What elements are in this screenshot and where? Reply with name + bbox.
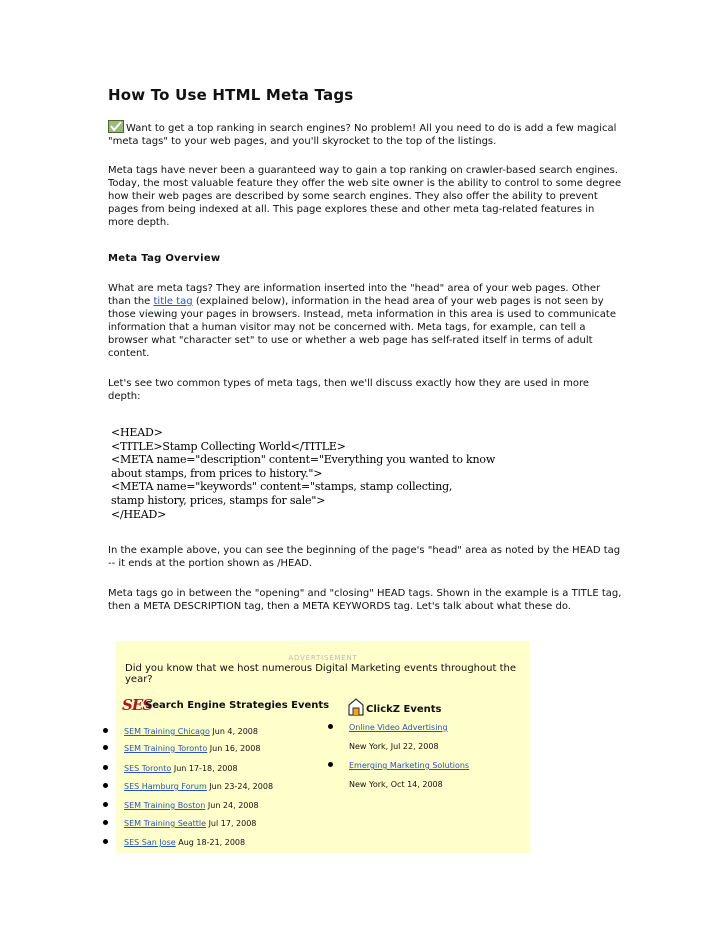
bullet-icon [103, 728, 108, 733]
clickz-event-date: New York, Oct 14, 2008 [349, 780, 443, 789]
list-item [349, 761, 469, 771]
clickz-event-link[interactable]: Emerging Marketing Solutions [349, 761, 470, 770]
intro-text: Want to get a top ranking in search engines? No problem! All you need to do is add a few magical "meta tags" to your web pages, and you'll skyrocket to the top of the listings. [108, 123, 617, 147]
section-heading: Meta Tag Overview [108, 253, 221, 264]
ses-event-link[interactable]: SEM Training Toronto [124, 744, 208, 753]
clickz-event-link[interactable]: Online Video Advertising [349, 723, 448, 732]
bullet-icon [328, 724, 333, 729]
ad-label: ADVERTISEMENT [288, 654, 358, 662]
paragraph-crawler: Meta tags have never been a guaranteed way to gain a top ranking on crawler-based search engines. Today, the most valuable feature they offer the web site owner is the ability to control to some degree how their web pages are described by some search engines. They also offer the ability to prevent pages from being indexed at all. This page explores these and other meta tag-related features in more depth. [108, 165, 622, 228]
ses-event-link[interactable]: SEM Training Boston [124, 801, 206, 810]
paragraph-between-head-tags: Meta tags go in between the "opening" and "closing" HEAD tags. Shown in the example is a TITLE tag, then a META DESCRIPTION tag, then a META KEYWORDS tag. Let's talk about what these do. [108, 588, 622, 612]
ses-events-title: Search Engine Strategies Events [145, 700, 330, 711]
clickz-logo-icon [347, 697, 365, 717]
bullet-icon [103, 802, 108, 807]
ses-event-date: Jun 4, 2008 [212, 727, 258, 736]
bullet-icon [103, 745, 108, 750]
code-example: <HEAD> <TITLE>Stamp Collecting World</TITLE> <META name="description" content="Everything you wanted to know about stamps, from prices to history."> <META name="keywords" content="stamps, stamp collecting, stamp history, prices, stamps for sale"> </HEAD> [111, 426, 496, 521]
page-title: How To Use HTML Meta Tags [108, 86, 354, 104]
bullet-icon [328, 762, 333, 767]
ses-event-link[interactable]: SES Hamburg Forum [124, 782, 207, 791]
bullet-icon [103, 820, 108, 825]
paragraph-head-example: In the example above, you can see the beginning of the page's "head" area as noted by the HEAD tag -- it ends at the portion shown as /HEAD. [108, 545, 621, 569]
list-item [349, 723, 448, 733]
clickz-event-date: New York, Jul 22, 2008 [349, 742, 439, 751]
bullet-icon [103, 765, 108, 770]
ad-headline: Did you know that we host numerous Digital Marketing events throughout the year? [125, 663, 516, 685]
ses-event-date: Jun 16, 2008 [209, 744, 261, 753]
ses-event-date: Jun 24, 2008 [207, 801, 259, 810]
ses-event-link[interactable]: SEM Training Chicago [124, 727, 210, 736]
ses-event-date: Jun 17-18, 2008 [173, 764, 238, 773]
ses-event-date: Jun 23-24, 2008 [209, 782, 274, 791]
para2-text-before: What are meta tags? They are information inserted into the "head" area of your web pages. Other than the [108, 283, 601, 307]
list-item [124, 727, 258, 737]
paragraph-two-types: Let's see two common types of meta tags, then we'll discuss exactly how they are used in more depth: [108, 378, 589, 402]
checkmark-icon [108, 120, 124, 133]
ses-event-link[interactable]: SEM Training Seattle [124, 819, 207, 828]
ses-logo: SES [122, 696, 153, 714]
list-item [124, 819, 256, 829]
ses-event-link[interactable]: SES Toronto [124, 764, 172, 773]
list-item [124, 838, 245, 848]
ses-event-date: Aug 18-21, 2008 [178, 838, 246, 847]
bullet-icon [103, 783, 108, 788]
list-item [124, 782, 273, 792]
list-item [124, 744, 260, 754]
list-item [124, 801, 259, 811]
paragraph-what-are-meta-tags [108, 282, 623, 360]
clickz-events-title: ClickZ Events [366, 704, 442, 715]
list-item [124, 764, 238, 774]
ses-event-date: Jul 17, 2008 [208, 819, 257, 828]
intro-paragraph [108, 120, 623, 148]
bullet-icon [103, 839, 108, 844]
ses-event-link[interactable]: SES San Jose [124, 838, 176, 847]
title-tag-link[interactable]: title tag [153, 296, 193, 307]
para2-text-after: (explained below), information in the head area of your web pages is not seen by those viewing your pages in browsers. Instead, meta information in this area is used to communicate information that a human visitor may not be concerned with. Meta tags, for example, can tell a browser what "character set" to use or whether a web page has self-rated itself in terms of adult content. [108, 296, 616, 359]
